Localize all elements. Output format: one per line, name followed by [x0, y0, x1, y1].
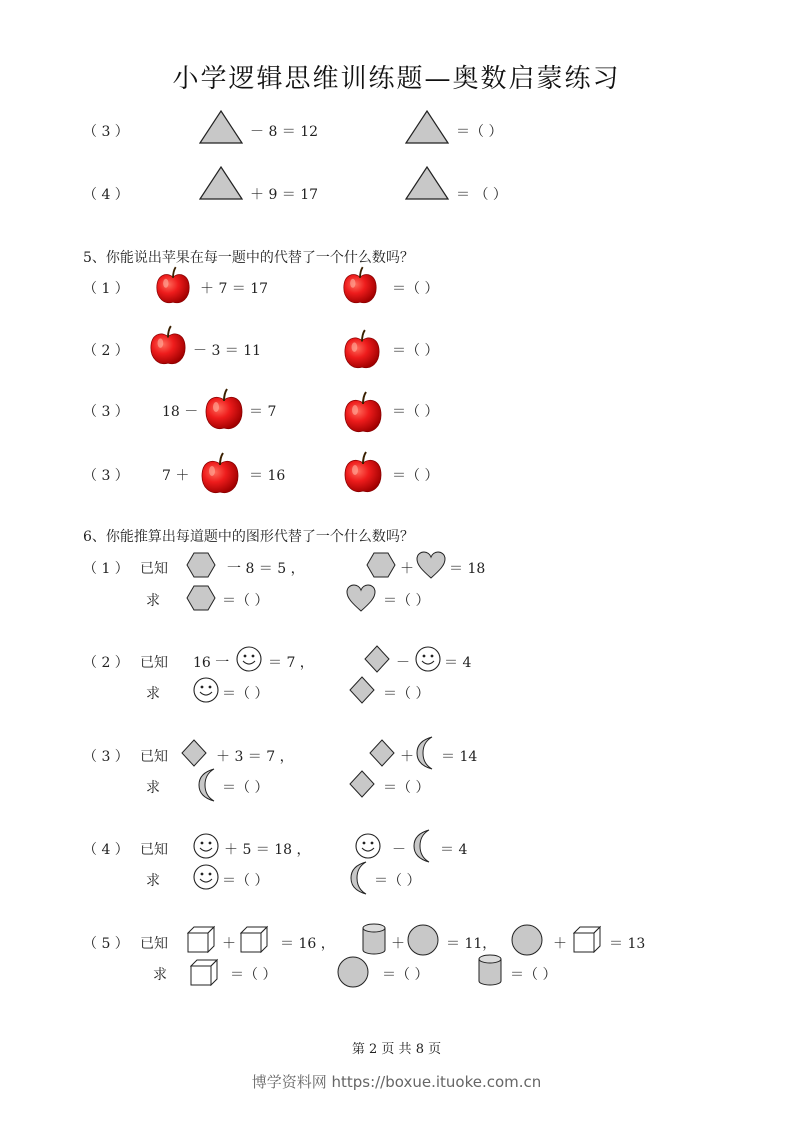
cylinder-icon: [478, 954, 502, 986]
q6-p4-equation-a: ＋ 5 ＝ 18 ，: [224, 842, 311, 858]
q6-p5-op-2: ＋: [391, 936, 405, 952]
cube-icon: [573, 925, 601, 953]
q5-row-4-number: （ 3 ）: [83, 468, 129, 484]
q6-p3-known: 已知: [140, 749, 168, 765]
q6-p2-prefix: 16 一: [193, 655, 230, 671]
watermark-url: 博学资料网 https://boxue.ituoke.com.cn: [251, 1073, 542, 1091]
q6-p5-number: （ 5 ）: [83, 936, 129, 952]
q6-p1-result-b: ＝ 18: [449, 561, 486, 577]
q6-p4-answer-1: ＝（ ）: [222, 873, 269, 889]
q6-p3-ask: 求: [146, 780, 160, 796]
q6-p2-answer-1: ＝（ ）: [222, 686, 269, 702]
smiley-icon: [193, 833, 219, 859]
apple-icon: [343, 391, 383, 435]
q6-p2-equation-a: ＝ 7 ，: [268, 655, 314, 671]
tri-row-4-equation: ＋ 9 ＝ 17: [250, 187, 319, 203]
heart-icon: [346, 584, 376, 612]
crescent-moon-icon: [198, 768, 218, 802]
q6-p4-number: （ 4 ）: [83, 842, 129, 858]
diamond-icon: [369, 739, 395, 767]
apple-icon: [200, 452, 240, 496]
smiley-icon: [355, 833, 381, 859]
q6-p2-op-b: －: [396, 655, 410, 671]
q6-p1-answer-2: ＝（ ）: [383, 593, 430, 609]
q6-p4-ask: 求: [146, 873, 160, 889]
circle-icon: [337, 956, 369, 988]
q6-p2-ask: 求: [146, 686, 160, 702]
triangle-icon: [405, 110, 449, 144]
q5-row-3-prefix: 18 －: [162, 404, 199, 420]
q6-p2-answer-2: ＝（ ）: [383, 686, 430, 702]
tri-row-3-equation: － 8 ＝ 12: [250, 124, 319, 140]
triangle-icon: [405, 166, 449, 200]
q6-p5-op-3: ＋: [553, 936, 567, 952]
crescent-moon-icon: [416, 736, 436, 770]
cube-icon: [240, 925, 268, 953]
q6-p1-op-b: ＋: [400, 561, 414, 577]
q5-row-4-prefix: 7 ＋: [162, 468, 190, 484]
q5-row-2-equation: － 3 ＝ 11: [193, 343, 262, 359]
q6-p3-answer-1: ＝（ ）: [222, 780, 269, 796]
crescent-moon-icon: [350, 861, 370, 895]
circle-icon: [407, 924, 439, 956]
q6-p4-answer-2: ＝（ ）: [374, 873, 421, 889]
apple-icon: [204, 388, 244, 432]
q6-p5-result-1: ＝ 16 ，: [280, 936, 335, 952]
tri-row-3-answer: ＝（ ）: [456, 124, 503, 140]
q6-p3-result-b: ＝ 14: [441, 749, 478, 765]
q6-p1-equation-a: 一 8 ＝ 5 ，: [227, 561, 305, 577]
cylinder-icon: [362, 923, 386, 955]
q6-p5-result-2: ＝ 11，: [446, 936, 497, 952]
q6-p1-ask: 求: [146, 593, 160, 609]
q5-row-4-answer: ＝（ ）: [392, 468, 439, 484]
smiley-icon: [193, 677, 219, 703]
diamond-icon: [349, 676, 375, 704]
circle-icon: [511, 924, 543, 956]
q6-p3-number: （ 3 ）: [83, 749, 129, 765]
q6-p5-answer-2: ＝（ ）: [382, 967, 429, 983]
q5-row-1-number: （ 1 ）: [83, 281, 129, 297]
q5-row-2-answer: ＝（ ）: [392, 343, 439, 359]
triangle-icon: [199, 166, 243, 200]
crescent-moon-icon: [413, 829, 433, 863]
q5-row-4-equation: ＝ 16: [249, 468, 286, 484]
smiley-icon: [236, 646, 262, 672]
q6-p5-answer-3: ＝（ ）: [510, 967, 557, 983]
apple-icon: [149, 324, 187, 368]
heart-icon: [416, 551, 446, 579]
page-footer: 第 2 页 共 8 页: [351, 1042, 442, 1057]
q5-row-3-number: （ 3 ）: [83, 404, 129, 420]
q6-p2-number: （ 2 ）: [83, 655, 129, 671]
q6-p5-known: 已知: [140, 936, 168, 952]
q5-row-3-answer: ＝（ ）: [392, 404, 439, 420]
tri-row-4-number: （ 4 ）: [83, 187, 129, 203]
hexagon-icon: [186, 585, 216, 611]
apple-icon: [343, 451, 383, 495]
q6-p2-known: 已知: [140, 655, 168, 671]
q6-p1-answer-1: ＝（ ）: [222, 593, 269, 609]
q6-p3-op-b: ＋: [400, 749, 414, 765]
diamond-icon: [364, 645, 390, 673]
smiley-icon: [193, 864, 219, 890]
q6-p1-number: （ 1 ）: [83, 561, 129, 577]
tri-row-3-number: （ 3 ）: [83, 124, 129, 140]
q5-row-1-equation: ＋ 7 ＝ 17: [200, 281, 269, 297]
hexagon-icon: [366, 552, 396, 578]
q6-p4-op-b: －: [392, 842, 406, 858]
q6-p2-result-b: ＝ 4: [444, 655, 472, 671]
cube-icon: [187, 925, 215, 953]
q5-row-2-number: （ 2 ）: [83, 343, 129, 359]
cube-icon: [190, 958, 218, 986]
q5-heading: 5、你能说出苹果在每一题中的代替了一个什么数吗？: [83, 250, 414, 266]
q6-p3-answer-2: ＝（ ）: [383, 780, 430, 796]
q6-p3-equation-a: ＋ 3 ＝ 7 ，: [216, 749, 294, 765]
q6-p5-ask: 求: [153, 967, 167, 983]
diamond-icon: [181, 739, 207, 767]
tri-row-4-answer: ＝ （ ）: [456, 187, 507, 203]
apple-icon: [155, 266, 191, 306]
q6-p1-known: 已知: [140, 561, 168, 577]
q6-heading: 6、你能推算出每道题中的图形代替了一个什么数吗？: [83, 529, 414, 545]
q6-p5-op-1: ＋: [222, 936, 236, 952]
hexagon-icon: [186, 552, 216, 578]
smiley-icon: [415, 646, 441, 672]
q6-p4-known: 已知: [140, 842, 168, 858]
q5-row-1-answer: ＝（ ）: [392, 281, 439, 297]
apple-icon: [342, 266, 378, 306]
page-title: 小学逻辑思维训练题—奥数启蒙练习: [172, 64, 621, 94]
diamond-icon: [349, 770, 375, 798]
apple-icon: [343, 329, 381, 371]
q5-row-3-equation: ＝ 7: [249, 404, 277, 420]
q6-p5-answer-1: ＝（ ）: [230, 967, 277, 983]
q6-p5-result-3: ＝ 13: [609, 936, 646, 952]
q6-p4-result-b: ＝ 4: [440, 842, 468, 858]
triangle-icon: [199, 110, 243, 144]
